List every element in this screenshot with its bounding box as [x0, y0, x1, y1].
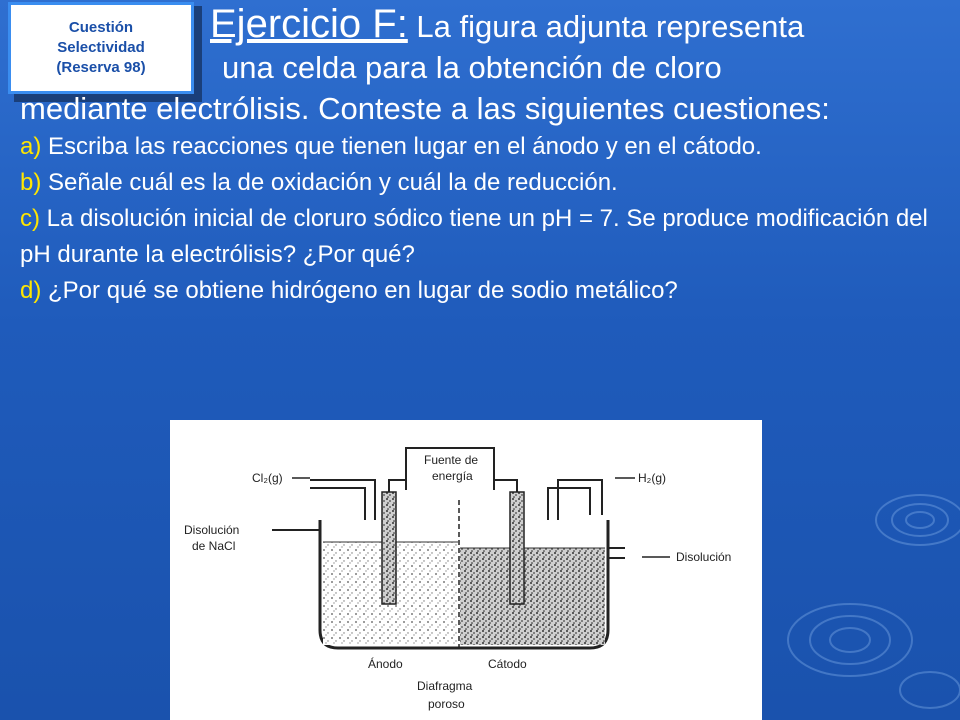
label-power-source-1: Fuente de — [424, 453, 479, 467]
label-h2: H₂(g) — [638, 471, 666, 485]
label-cl2: Cl₂(g) — [252, 471, 283, 485]
intro-part-1: La figura adjunta representa — [407, 9, 805, 44]
label-power-source-2: energía — [432, 469, 473, 483]
intro-part-2: una celda para la obtención de cloro — [222, 50, 722, 85]
exercise-heading: Ejercicio F: — [210, 2, 408, 46]
exercise-intro — [20, 4, 945, 129]
question-text: Señale cuál es la de oxidación y cuál la de reducción. — [41, 169, 618, 196]
intro-part-3: mediante electrólisis. Conteste a las siguientes cuestiones: — [20, 91, 830, 126]
label-nacl-2: de NaCl — [192, 539, 236, 553]
question-letter: d) — [20, 277, 42, 304]
cl2-outlet-pipe — [310, 480, 375, 520]
electrolysis-cell-figure — [170, 420, 762, 720]
label-solution: Disolución — [676, 550, 732, 564]
question-text: La disolución inicial de cloruro sódico tiene un pH = 7. Se produce modificación del pH durante la electrólisis? ¿Por qué? — [20, 205, 928, 268]
label-cathode: Cátodo — [488, 657, 527, 671]
question-b — [20, 165, 945, 201]
question-text: Escriba las reacciones que tienen lugar en el ánodo y en el cátodo. — [41, 133, 762, 160]
question-letter: a) — [20, 133, 42, 160]
question-text: ¿Por qué se obtiene hidrógeno en lugar de sodio metálico? — [41, 277, 678, 304]
label-nacl-1: Disolución — [184, 523, 240, 537]
badge-line-2: Selectividad — [57, 39, 145, 56]
label-diaphragm-2: poroso — [428, 697, 465, 711]
badge-line-1: Cuestión — [68, 19, 134, 36]
anode-electrode — [382, 492, 396, 604]
badge-line-3: (Reserva 98) — [56, 59, 146, 76]
label-diaphragm-1: Diafragma — [417, 679, 473, 693]
label-anode: Ánodo — [368, 657, 403, 671]
cathode-electrode — [510, 492, 524, 604]
question-a — [20, 129, 945, 165]
question-c — [20, 201, 945, 273]
cell-tank — [320, 520, 608, 648]
question-letter: c) — [20, 205, 40, 232]
question-letter: b) — [20, 169, 42, 196]
solution-outlet — [608, 548, 625, 558]
question-d — [20, 273, 945, 309]
h2-outlet-pipe — [548, 480, 602, 520]
exercise-text — [20, 4, 945, 309]
